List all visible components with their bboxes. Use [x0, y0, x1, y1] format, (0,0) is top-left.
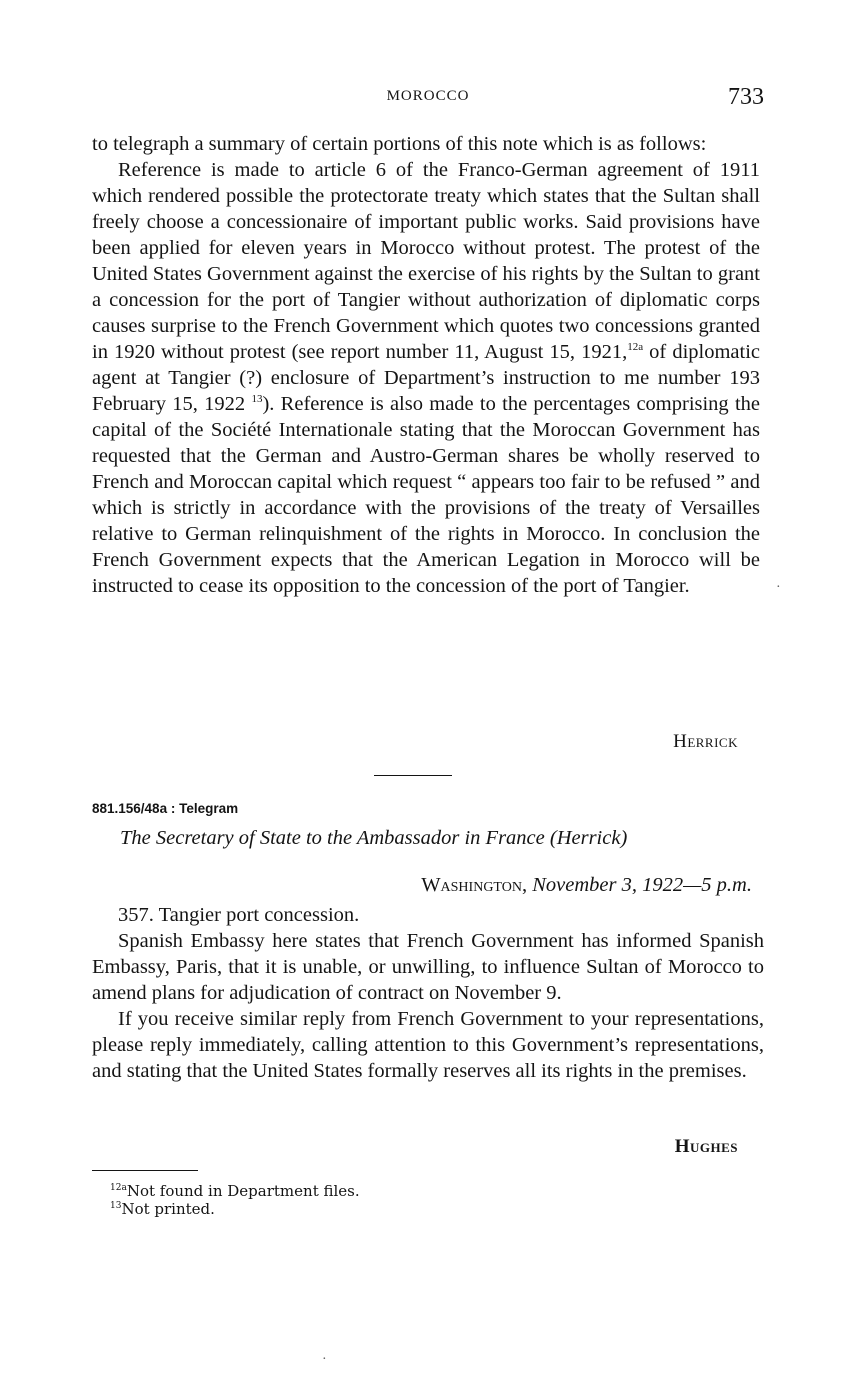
signature-herrick: Herrick	[673, 731, 738, 752]
page-speck: ·	[322, 1352, 327, 1367]
title-close: )	[620, 827, 628, 849]
footnote-ref-13: 13	[251, 393, 263, 405]
note-paragraph	[92, 157, 760, 599]
footnote-ref-12a: 12a	[627, 341, 644, 353]
page-header	[92, 84, 764, 114]
footnote-rule	[92, 1170, 198, 1171]
telegram-paragraph-1: Spanish Embassy here states that French Government has informed Spanish Embassy, Paris, that it is unable, or unwilling, to influence Sultan of Morocco to amend plans for adjudication of contract on November 9.	[92, 930, 764, 1004]
title-name: Herrick	[556, 827, 621, 849]
signature-hughes: Hughes	[674, 1136, 738, 1157]
file-reference: 881.156/48a : Telegram	[92, 801, 239, 816]
document-title	[120, 827, 760, 850]
telegram-subject: 357. Tangier port concession.	[118, 904, 360, 926]
footnote-mark: 13	[110, 1201, 122, 1211]
intro-paragraph: to telegraph a summary of certain portions of this note which is as follows:	[92, 133, 707, 155]
note-text-2: of diplomatic agent at Tangier (?) enclosure of Department’s instruction to me number 193 February 15, 1922	[92, 341, 760, 415]
footnote-text: Not printed.	[121, 1200, 215, 1218]
footnote	[110, 1182, 360, 1200]
running-head: MOROCCO	[386, 88, 470, 104]
note-text-3: ). Reference is also made to the percentages comprising the capital of the Société Internationale stating that the Moroccan Government has requested that the German and Austro-German shares be wholly reserved to French and Moroccan capital which request “ appears too fair to be refused ” and which is strictly in accordance with the provisions of the treaty of Versailles relative to German relinquishment of the rights in Morocco. In conclusion the French Government expects that the American Legation in Morocco will be instructed to cease its opposition to the concession of the port of Tangier.	[92, 393, 760, 597]
footnote-mark: 12a	[110, 1183, 127, 1193]
section-divider	[374, 775, 452, 776]
dateline-place: Washington,	[421, 874, 528, 896]
page-number: 733	[728, 84, 764, 110]
footnote	[110, 1200, 360, 1218]
note-text-1: Reference is made to article 6 of the Franco-German agreement of 1911 which rendered possible the protectorate treaty which states that the Sultan shall freely choose a concessionaire of important public works. Said provisions have been applied for eleven years in Morocco without protest. The protest of the United States Government against the exercise of his rights by the Sultan to grant a concession for the port of Tangier without authorization of diplomatic corps causes surprise to the French Government which quotes two concessions granted in 1920 without protest (see report number 11, August 15, 1921,	[92, 159, 760, 363]
dateline-date: November 3, 1922—5 p.m.	[532, 874, 752, 896]
telegram-paragraph-2: If you receive similar reply from French Government to your representations, please reply immediately, calling attention to this Government’s representations, and stating that the United States formally reserves all its rights in the premises.	[92, 1008, 764, 1082]
margin-dot: ·	[776, 580, 781, 595]
telegram-body	[92, 902, 764, 1084]
dateline	[421, 874, 752, 897]
footnote-text: Not found in Department files.	[126, 1182, 360, 1200]
note-summary	[92, 131, 760, 599]
title-text: The Secretary of State to the Ambassador in France (	[120, 827, 557, 849]
footnotes	[110, 1182, 360, 1218]
document-page	[92, 0, 764, 1380]
